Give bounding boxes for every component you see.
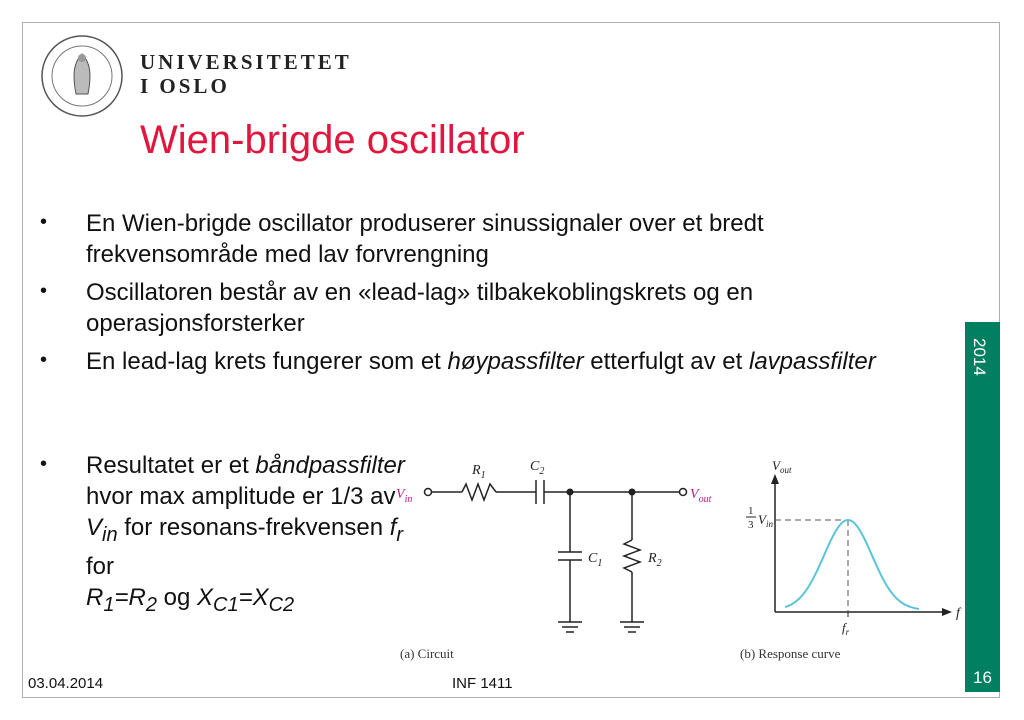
ground-icon: [620, 622, 644, 632]
c2-label: $C_2$: [530, 459, 545, 477]
bullet-item: [40, 346, 940, 377]
bullet-text: En Wien-brigde oscillator produserer sinussignaler over et bredt frekvensområde med lav forvrengning: [86, 210, 764, 268]
sidebar-year: 2014: [970, 338, 989, 376]
svg-text:1: 1: [748, 505, 754, 517]
vin-symbol: V: [86, 514, 103, 541]
fr-subscript: r: [396, 523, 404, 546]
xc1-subscript: C1: [213, 593, 239, 616]
bullet-list: [40, 208, 940, 384]
r2-label: $R_2$: [648, 551, 662, 569]
ground-icon: [558, 622, 582, 632]
bandpass-term: båndpassfilter: [255, 452, 405, 479]
bullet-text: hvor max amplitude er 1/3 av: [86, 483, 396, 510]
university-line-1: UNIVERSITETET: [140, 50, 352, 74]
junction-dot: [567, 489, 574, 496]
sidebar-strip-lower: [965, 452, 1000, 662]
x-axis-label: f: [956, 606, 960, 621]
r1-subscript: 1: [103, 593, 115, 616]
university-name: [140, 50, 352, 98]
junction-dot: [629, 489, 636, 496]
xc2-subscript: C2: [268, 593, 295, 616]
resistor-r2: [624, 540, 640, 572]
bullet-text: Oscillatoren består av en «lead-lag» tilbakekoblingskrets og en operasjonsforsterker: [86, 279, 754, 337]
xc1-symbol: X: [196, 583, 213, 611]
equals-sign: =: [114, 583, 129, 611]
bullet-text-mid: etterfulgt av et: [583, 348, 749, 375]
bullet-text: for resonans-frekvensen: [117, 514, 390, 541]
bullet-text: Resultatet er et: [86, 452, 256, 479]
svg-text:Vin: $V_{in}$: [758, 512, 773, 529]
response-curve-plot: [771, 474, 952, 617]
resistor-r1: [462, 484, 496, 500]
footer-date: 03.04.2014: [28, 675, 104, 692]
y-axis-label: $V_{out}$: [772, 458, 792, 475]
vout-label: $V_{out}$: [690, 487, 712, 505]
response-curve: [785, 520, 919, 609]
svg-text:3: 3: [748, 519, 754, 531]
bullet-dot-icon: •: [40, 453, 48, 475]
bullet-item: [40, 208, 940, 270]
slide-title: Wien-brigde oscillator: [140, 118, 525, 162]
r2-symbol: R: [128, 583, 146, 611]
lowpass-term: lavpassfilter: [748, 348, 876, 375]
bullet-dot-icon: •: [40, 349, 48, 371]
c1-label: $C_1$: [588, 551, 603, 569]
wien-bridge-figure: [390, 452, 970, 672]
bullet-text-pre: En lead-lag krets fungerer som et: [86, 348, 448, 375]
response-caption: (b) Response curve: [740, 646, 841, 661]
vin-terminal: [425, 489, 432, 496]
university-seal: [40, 34, 124, 118]
bullet-dot-icon: •: [40, 280, 48, 302]
vin-label: $V_{in}$: [396, 487, 413, 505]
bullet-dot-icon: •: [40, 211, 48, 233]
bullet-text: for: [86, 552, 115, 580]
r1-label: $R_1$: [472, 463, 486, 481]
vout-terminal: [680, 489, 687, 496]
footer-course: INF 1411: [452, 675, 513, 692]
r1-symbol: R: [86, 583, 104, 611]
fr-symbol: f: [389, 514, 397, 541]
bullet-item: [40, 277, 940, 339]
circuit-caption: (a) Circuit: [400, 646, 454, 661]
equals-sign: =: [238, 583, 253, 611]
highpass-term: høypassfilter: [447, 348, 584, 375]
page-number: 16: [965, 662, 1000, 692]
xc2-symbol: X: [252, 583, 269, 611]
r2-subscript: 2: [145, 593, 157, 616]
bullet-item-bandpass: [40, 450, 426, 621]
bullet-text: og: [156, 583, 197, 611]
vin-subscript: in: [102, 523, 118, 546]
fr-label: $f_r$: [842, 620, 850, 637]
university-line-2: I OSLO: [140, 74, 230, 98]
peak-label: [746, 505, 773, 531]
